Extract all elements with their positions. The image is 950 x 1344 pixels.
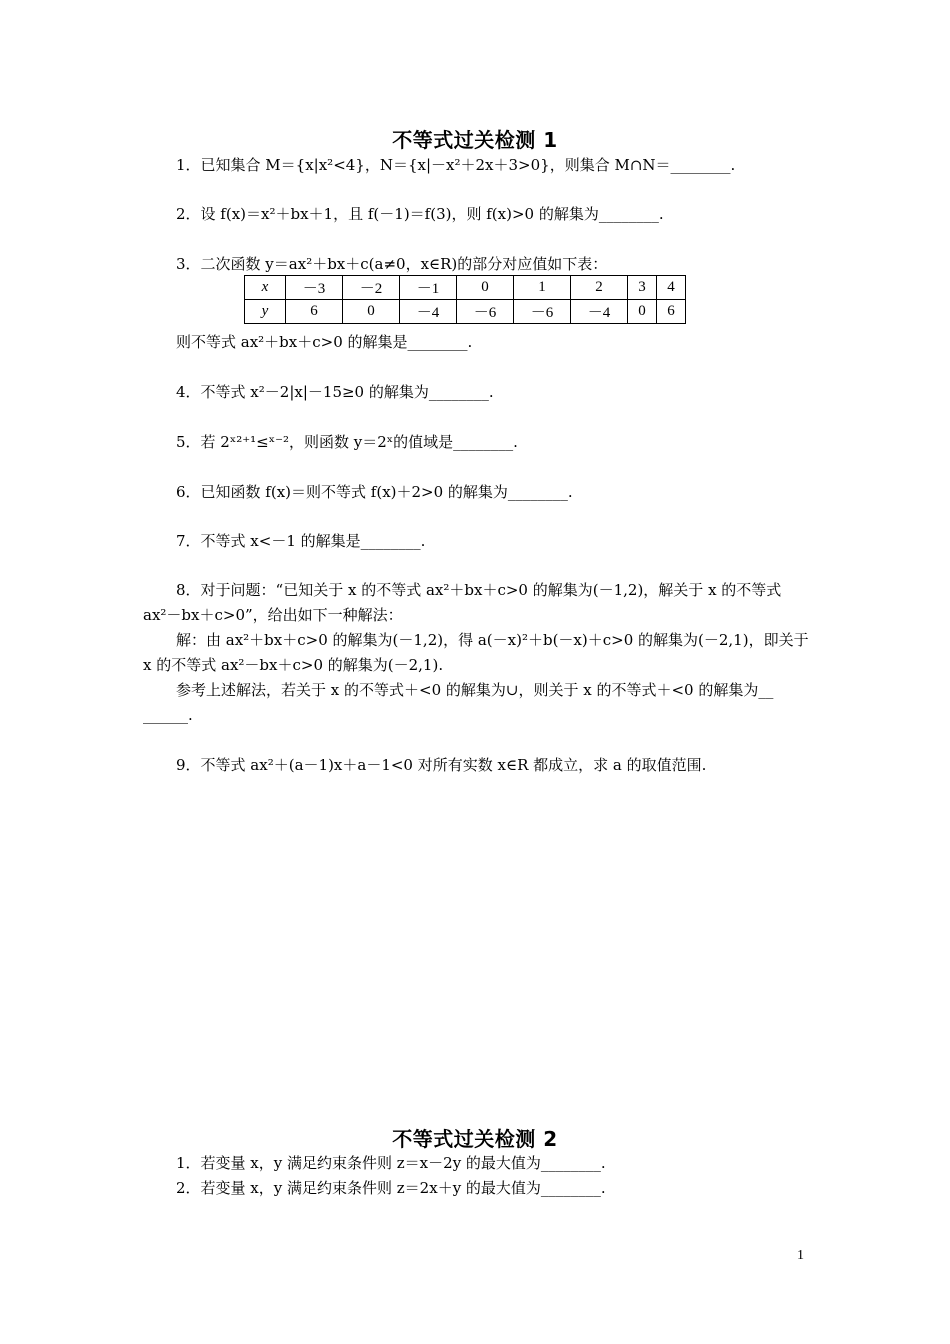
table-cell: －4: [571, 300, 628, 324]
question-8-line-5: 参考上述解法，若关于 x 的不等式＋<0 的解集为∪，则关于 x 的不等式＋<0 的解集为__: [176, 681, 774, 699]
table-cell: －3: [286, 276, 343, 300]
section2-title: 不等式过关检测 2: [392, 1127, 558, 1151]
table-header-x: x: [245, 276, 286, 300]
table-row-x: [245, 276, 686, 300]
table-cell: －6: [457, 300, 514, 324]
question-3: 3．二次函数 y＝ax²＋bx＋c(a≠0，x∈R)的部分对应值如下表：: [176, 255, 608, 273]
table-cell: 0: [628, 300, 657, 324]
question-8-line-4: x 的不等式 ax²－bx＋c>0 的解集为(－2,1).: [143, 656, 444, 674]
table-row-y: [245, 300, 686, 324]
question-9: 9．不等式 ax²＋(a－1)x＋a－1<0 对所有实数 x∈R 都成立，求 a 的取值范围.: [176, 756, 707, 774]
value-table: [244, 275, 686, 324]
page-number: 1: [797, 1248, 804, 1263]
question-6: 6．已知函数 f(x)＝则不等式 f(x)＋2>0 的解集为________.: [176, 483, 573, 501]
table-cell: 4: [657, 276, 686, 300]
table-cell: 2: [571, 276, 628, 300]
table-cell: 1: [514, 276, 571, 300]
table-cell: 6: [657, 300, 686, 324]
question-8-line-3: 解：由 ax²＋bx＋c>0 的解集为(－1,2)，得 a(－x)²＋b(－x)＋c>0 的解集为(－2,1)，即关于: [176, 631, 809, 649]
question-4: 4．不等式 x²－2|x|－15≥0 的解集为________.: [176, 383, 494, 401]
section2-question-1: 1．若变量 x，y 满足约束条件则 z＝x－2y 的最大值为________.: [176, 1154, 606, 1172]
table-cell: －1: [400, 276, 457, 300]
table-cell: 0: [457, 276, 514, 300]
table-cell: －6: [514, 300, 571, 324]
table-cell: －2: [343, 276, 400, 300]
question-8-line-6: ______.: [143, 706, 193, 724]
question-3-continued: 则不等式 ax²＋bx＋c>0 的解集是________.: [176, 333, 473, 351]
question-8-line-1: 8．对于问题：“已知关于 x 的不等式 ax²＋bx＋c>0 的解集为(－1,2)，解关于 x 的不等式: [176, 581, 782, 599]
section2-question-2: 2．若变量 x，y 满足约束条件则 z＝2x＋y 的最大值为________.: [176, 1179, 606, 1197]
table-cell: －4: [400, 300, 457, 324]
question-8-line-2: ax²－bx＋c>0”，给出如下一种解法：: [143, 606, 403, 624]
section1-title: 不等式过关检测 1: [392, 128, 558, 152]
question-2: 2．设 f(x)＝x²＋bx＋1，且 f(－1)＝f(3)，则 f(x)>0 的解集为________.: [176, 205, 664, 223]
question-5: 5．若 2ˣ²⁺¹≤ˣ⁻²，则函数 y＝2ˣ的值域是________.: [176, 433, 518, 451]
question-7: 7．不等式 x<－1 的解集是________.: [176, 532, 426, 550]
table-cell: 3: [628, 276, 657, 300]
table-header-y: y: [245, 300, 286, 324]
table-cell: 0: [343, 300, 400, 324]
question-1: 1．已知集合 M＝{x|x²<4}，N＝{x|－x²＋2x＋3>0}，则集合 M∩N＝________.: [176, 156, 736, 174]
table-cell: 6: [286, 300, 343, 324]
